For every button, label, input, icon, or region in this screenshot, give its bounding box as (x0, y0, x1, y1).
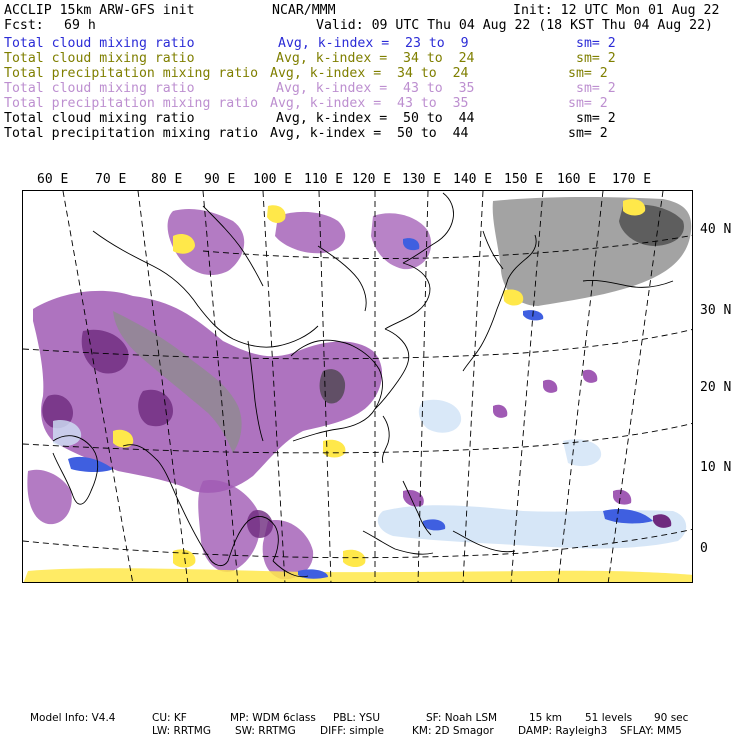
lat-label: 40 N (700, 222, 732, 237)
legend-field: Total cloud mixing ratio (4, 36, 195, 51)
fcst-value: 69 h (64, 18, 96, 33)
legend-avg: Avg, k-index = 43 to 35 (270, 96, 469, 111)
legend-sm: sm= 2 (568, 126, 608, 141)
legend-avg: Avg, k-index = 23 to 9 (278, 36, 469, 51)
init-time: Init: 12 UTC Mon 01 Aug 22 (513, 3, 720, 18)
footer-model-info: Model Info: V4.4 (30, 712, 116, 724)
legend-field: Total cloud mixing ratio (4, 81, 195, 96)
legend-sm: sm= 2 (576, 81, 616, 96)
model-title: ACCLIP 15km ARW-GFS init (4, 3, 195, 18)
legend-sm: sm= 2 (568, 96, 608, 111)
footer-resolution: 15 km (529, 712, 563, 724)
footer-levels: 51 levels (585, 712, 633, 724)
legend-avg: Avg, k-index = 50 to 44 (276, 111, 475, 126)
footer-mp: MP: WDM 6class (230, 712, 316, 724)
legend-field: Total precipitation mixing ratio (4, 96, 259, 111)
lon-label: 80 E (151, 172, 183, 187)
legend-sm: sm= 2 (576, 36, 616, 51)
footer-cu: CU: KF (152, 712, 187, 724)
footer-sf: SF: Noah LSM (426, 712, 498, 724)
lon-label: 110 E (304, 172, 344, 187)
map-panel (22, 190, 693, 583)
legend-avg: Avg, k-index = 34 to 24 (276, 51, 475, 66)
cloud-field-layer (23, 197, 693, 583)
footer-sflay: SFLAY: MM5 (620, 725, 682, 737)
legend-field: Total precipitation mixing ratio (4, 126, 259, 141)
legend-field: Total cloud mixing ratio (4, 51, 195, 66)
lon-label: 140 E (453, 172, 493, 187)
lon-label: 160 E (557, 172, 597, 187)
valid-time: Valid: 09 UTC Thu 04 Aug 22 (18 KST Thu 04 Aug 22) (316, 18, 713, 33)
map-canvas (23, 191, 693, 583)
legend-sm: sm= 2 (576, 51, 616, 66)
legend-avg: Avg, k-index = 43 to 35 (276, 81, 475, 96)
legend-field: Total cloud mixing ratio (4, 111, 195, 126)
lat-label: 10 N (700, 460, 732, 475)
lon-label: 120 E (352, 172, 392, 187)
lat-label: 20 N (700, 380, 732, 395)
lon-label: 130 E (402, 172, 442, 187)
lon-label: 90 E (204, 172, 236, 187)
org-label: NCAR/MMM (272, 3, 336, 18)
lon-label: 70 E (95, 172, 127, 187)
legend-sm: sm= 2 (568, 66, 608, 81)
legend-avg: Avg, k-index = 34 to 24 (270, 66, 469, 81)
footer-diff: DIFF: simple (320, 725, 384, 737)
lon-label: 150 E (504, 172, 544, 187)
legend-field: Total precipitation mixing ratio (4, 66, 259, 81)
footer-sw: SW: RRTMG (235, 725, 296, 737)
footer-pbl: PBL: YSU (333, 712, 381, 724)
lon-label: 100 E (253, 172, 293, 187)
lon-label: 170 E (612, 172, 652, 187)
lat-label: 0 (700, 541, 708, 556)
lat-label: 30 N (700, 303, 732, 318)
fcst-label: Fcst: (4, 18, 44, 33)
footer-km: KM: 2D Smagor (412, 725, 494, 737)
legend-avg: Avg, k-index = 50 to 44 (270, 126, 469, 141)
footer-timestep: 90 sec (654, 712, 689, 724)
footer-lw: LW: RRTMG (152, 725, 211, 737)
footer-damp: DAMP: Rayleigh3 (518, 725, 608, 737)
lon-label: 60 E (37, 172, 69, 187)
legend-sm: sm= 2 (576, 111, 616, 126)
